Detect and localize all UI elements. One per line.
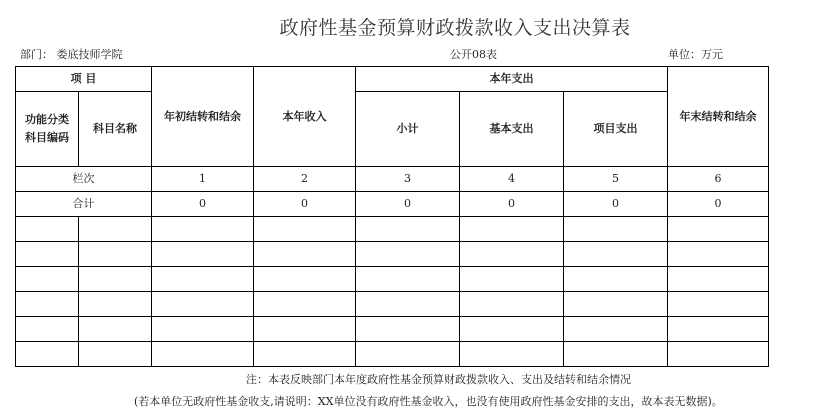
form-number: 公开08表 (450, 48, 497, 61)
header-subtotal: 小计 (356, 92, 460, 167)
table-cell: 2 (254, 167, 356, 192)
table-cell: 6 (668, 167, 769, 192)
table-cell: 3 (356, 167, 460, 192)
empty-row (16, 267, 769, 292)
table-note-explanation: (若本单位无政府性基金收支,请说明：XX单位没有政府性基金收入，也没有使用政府性基金安排的支出，故本表无数据)。 (134, 395, 723, 408)
header-project: 项目支出 (564, 92, 668, 167)
table-cell: 0 (668, 192, 769, 217)
unit-label: 单位：万元 (668, 48, 723, 61)
table-cell: 0 (564, 192, 668, 217)
table-cell: 0 (356, 192, 460, 217)
header-basic: 基本支出 (460, 92, 564, 167)
header-func-code: 功能分类科目编码 (16, 92, 79, 167)
row-label: 合计 (16, 192, 152, 217)
header-begin-balance: 年初结转和结余 (152, 67, 254, 167)
table-cell: 0 (254, 192, 356, 217)
empty-row (16, 342, 769, 367)
header-item: 项 目 (16, 67, 152, 92)
header-expenditure: 本年支出 (356, 67, 668, 92)
table-note: 注：本表反映部门本年度政府性基金预算财政拨款收入、支出及结转和结余情况 (246, 373, 631, 386)
fund-budget-table (15, 66, 769, 367)
table-row-column-index (16, 167, 769, 192)
header-end-balance: 年末结转和结余 (668, 67, 769, 167)
row-label: 栏次 (16, 167, 152, 192)
table-row-total (16, 192, 769, 217)
table-cell: 4 (460, 167, 564, 192)
table-cell: 5 (564, 167, 668, 192)
table-cell: 0 (460, 192, 564, 217)
empty-row (16, 317, 769, 342)
table-cell: 0 (152, 192, 254, 217)
table-cell: 1 (152, 167, 254, 192)
report-title: 政府性基金预算财政拨款收入支出决算表 (279, 17, 631, 39)
header-subject-name: 科目名称 (79, 92, 152, 167)
department-label: 部门： 娄底技师学院 (20, 48, 123, 61)
empty-row (16, 217, 769, 242)
empty-row (16, 242, 769, 267)
header-income: 本年收入 (254, 67, 356, 167)
empty-row (16, 292, 769, 317)
